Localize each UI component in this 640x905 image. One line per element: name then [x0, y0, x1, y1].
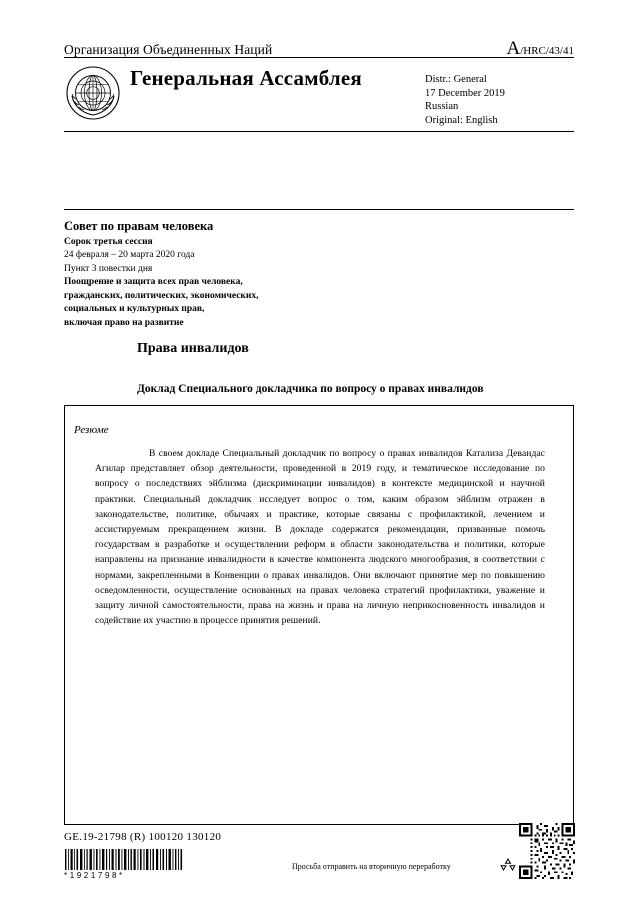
- barcode-digits: *1921798*: [64, 871, 125, 880]
- agenda-item: Пункт 3 повестки дня: [64, 263, 153, 274]
- agenda-title-line-3: социальных и культурных прав,: [64, 304, 205, 314]
- distr-line: Distr.: General: [425, 74, 487, 85]
- document-code: GE.19-21798 (R) 100120 130120: [64, 831, 222, 843]
- header-rule-top: [64, 57, 574, 58]
- session-name: Сорок третья сессия: [64, 237, 153, 247]
- summary-text: В своем докладе Специальный докладчик по вопросу о правах инвалидов Катализа Девандас Агилар представляет обзор деятельности, проведенной в 2019 году, и тематическое исследование по вопросу о последствиях эйблизма (дискриминации инвалидов) в контексте медицинской и научной практики. Специальный докладчик исследует вопрос о том, каким образом эйблизм отражен в законодательстве, политике, обычаях и практике, которые связаны с профилактикой, лечением и ассистируемым прекращением жизни. В докладе содержатся рекомендации, призванные помочь государствам в разработке и осуществлении реформ в области законодательства и политики, которые направлены на признание инвалидности в качестве компонента людского многообразия, в соответствии с нормами, закрепленными в Конвенции о правах инвалидов. Они включают принятие мер по повышению осведомленности, осуществление основанных на правах человека стратегий профилактики, уважение и защиту личной самостоятельности, права на жизнь и права на личную неприкосновенность инвалидов и содействие их участию в процессе принятия решений.: [95, 448, 545, 627]
- recycle-note: Просьба отправить на вторичную переработку: [292, 862, 451, 871]
- organization-name: Организация Объединенных Наций: [64, 42, 273, 57]
- recycle-icon: [500, 857, 516, 873]
- un-emblem: [66, 66, 120, 120]
- session-dates: 24 февраля – 20 марта 2020 года: [64, 250, 195, 260]
- qr-code: [519, 823, 575, 879]
- summary-label: Резюме: [74, 424, 109, 436]
- page-subtitle: Доклад Специального докладчика по вопросу о правах инвалидов: [137, 383, 484, 395]
- agenda-title-line-1: Поощрение и защита всех прав человека,: [64, 277, 243, 287]
- document-meta: [64, 218, 484, 330]
- agenda-title-line-4: включая право на развитие: [64, 317, 184, 328]
- agenda-title-line-2: гражданских, политических, экономических,: [64, 290, 259, 301]
- barcode: [64, 849, 184, 879]
- distr-original: Original: English: [425, 114, 498, 126]
- distr-date: 17 December 2019: [425, 87, 505, 99]
- council-name: Совет по правам человека: [64, 219, 214, 233]
- document-symbol-prefix: A: [506, 38, 521, 59]
- distr-language: Russian: [425, 101, 459, 112]
- distribution-block: [425, 73, 505, 127]
- assembly-title: Генеральная Ассамблея: [130, 66, 362, 90]
- body-rule: [64, 209, 574, 210]
- header-rule-bottom: [64, 131, 574, 132]
- page-title: Права инвалидов: [137, 341, 249, 356]
- document-symbol-suffix: /HRC/43/41: [520, 45, 574, 57]
